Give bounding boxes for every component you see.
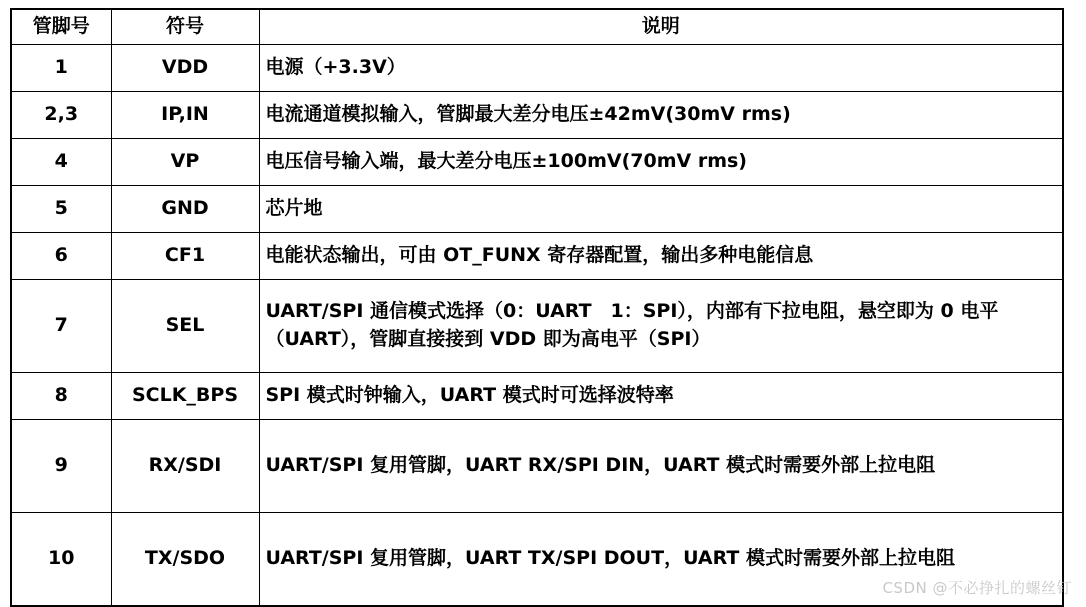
cell-description: 电能状态输出，可由 OT_FUNX 寄存器配置，输出多种电能信息: [259, 232, 1063, 279]
cell-pin-number: 7: [11, 279, 111, 372]
cell-description: 电压信号输入端，最大差分电压±100mV(70mV rms): [259, 138, 1063, 185]
table-row: [11, 185, 1063, 232]
column-header-pin-number: 管脚号: [11, 9, 111, 44]
column-header-symbol: 符号: [111, 9, 259, 44]
cell-description: UART/SPI 复用管脚，UART RX/SPI DIN，UART 模式时需要外部上拉电阻: [259, 419, 1063, 512]
cell-pin-number: 2,3: [11, 91, 111, 138]
cell-symbol: CF1: [111, 232, 259, 279]
cell-description: UART/SPI 通信模式选择（0：UART 1：SPI），内部有下拉电阻，悬空即为 0 电平（UART），管脚直接接到 VDD 即为高电平（SPI）: [259, 279, 1063, 372]
cell-symbol: SEL: [111, 279, 259, 372]
cell-description: SPI 模式时钟输入，UART 模式时可选择波特率: [259, 372, 1063, 419]
table-header-row: [11, 9, 1063, 44]
table-row: [11, 44, 1063, 91]
column-header-description: 说明: [259, 9, 1063, 44]
table-row: [11, 138, 1063, 185]
cell-symbol: VDD: [111, 44, 259, 91]
cell-description: 芯片地: [259, 185, 1063, 232]
cell-description: 电源（+3.3V）: [259, 44, 1063, 91]
cell-pin-number: 5: [11, 185, 111, 232]
watermark-text: CSDN @不必挣扎的螺丝钉: [882, 579, 1072, 597]
cell-symbol: SCLK_BPS: [111, 372, 259, 419]
cell-symbol: VP: [111, 138, 259, 185]
cell-symbol: IP,IN: [111, 91, 259, 138]
cell-pin-number: 4: [11, 138, 111, 185]
cell-symbol: RX/SDI: [111, 419, 259, 512]
cell-pin-number: 1: [11, 44, 111, 91]
cell-symbol: GND: [111, 185, 259, 232]
document-page: [0, 8, 1086, 602]
cell-pin-number: 6: [11, 232, 111, 279]
table-row: [11, 372, 1063, 419]
pin-description-table: [10, 8, 1064, 607]
cell-description: 电流通道模拟输入，管脚最大差分电压±42mV(30mV rms): [259, 91, 1063, 138]
table-row: [11, 419, 1063, 512]
cell-pin-number: 10: [11, 512, 111, 606]
cell-description: UART/SPI 复用管脚，UART TX/SPI DOUT，UART 模式时需要外部上拉电阻: [259, 512, 1063, 606]
cell-pin-number: 9: [11, 419, 111, 512]
table-row: [11, 91, 1063, 138]
cell-symbol: TX/SDO: [111, 512, 259, 606]
cell-pin-number: 8: [11, 372, 111, 419]
table-row: [11, 279, 1063, 372]
table-row: [11, 232, 1063, 279]
